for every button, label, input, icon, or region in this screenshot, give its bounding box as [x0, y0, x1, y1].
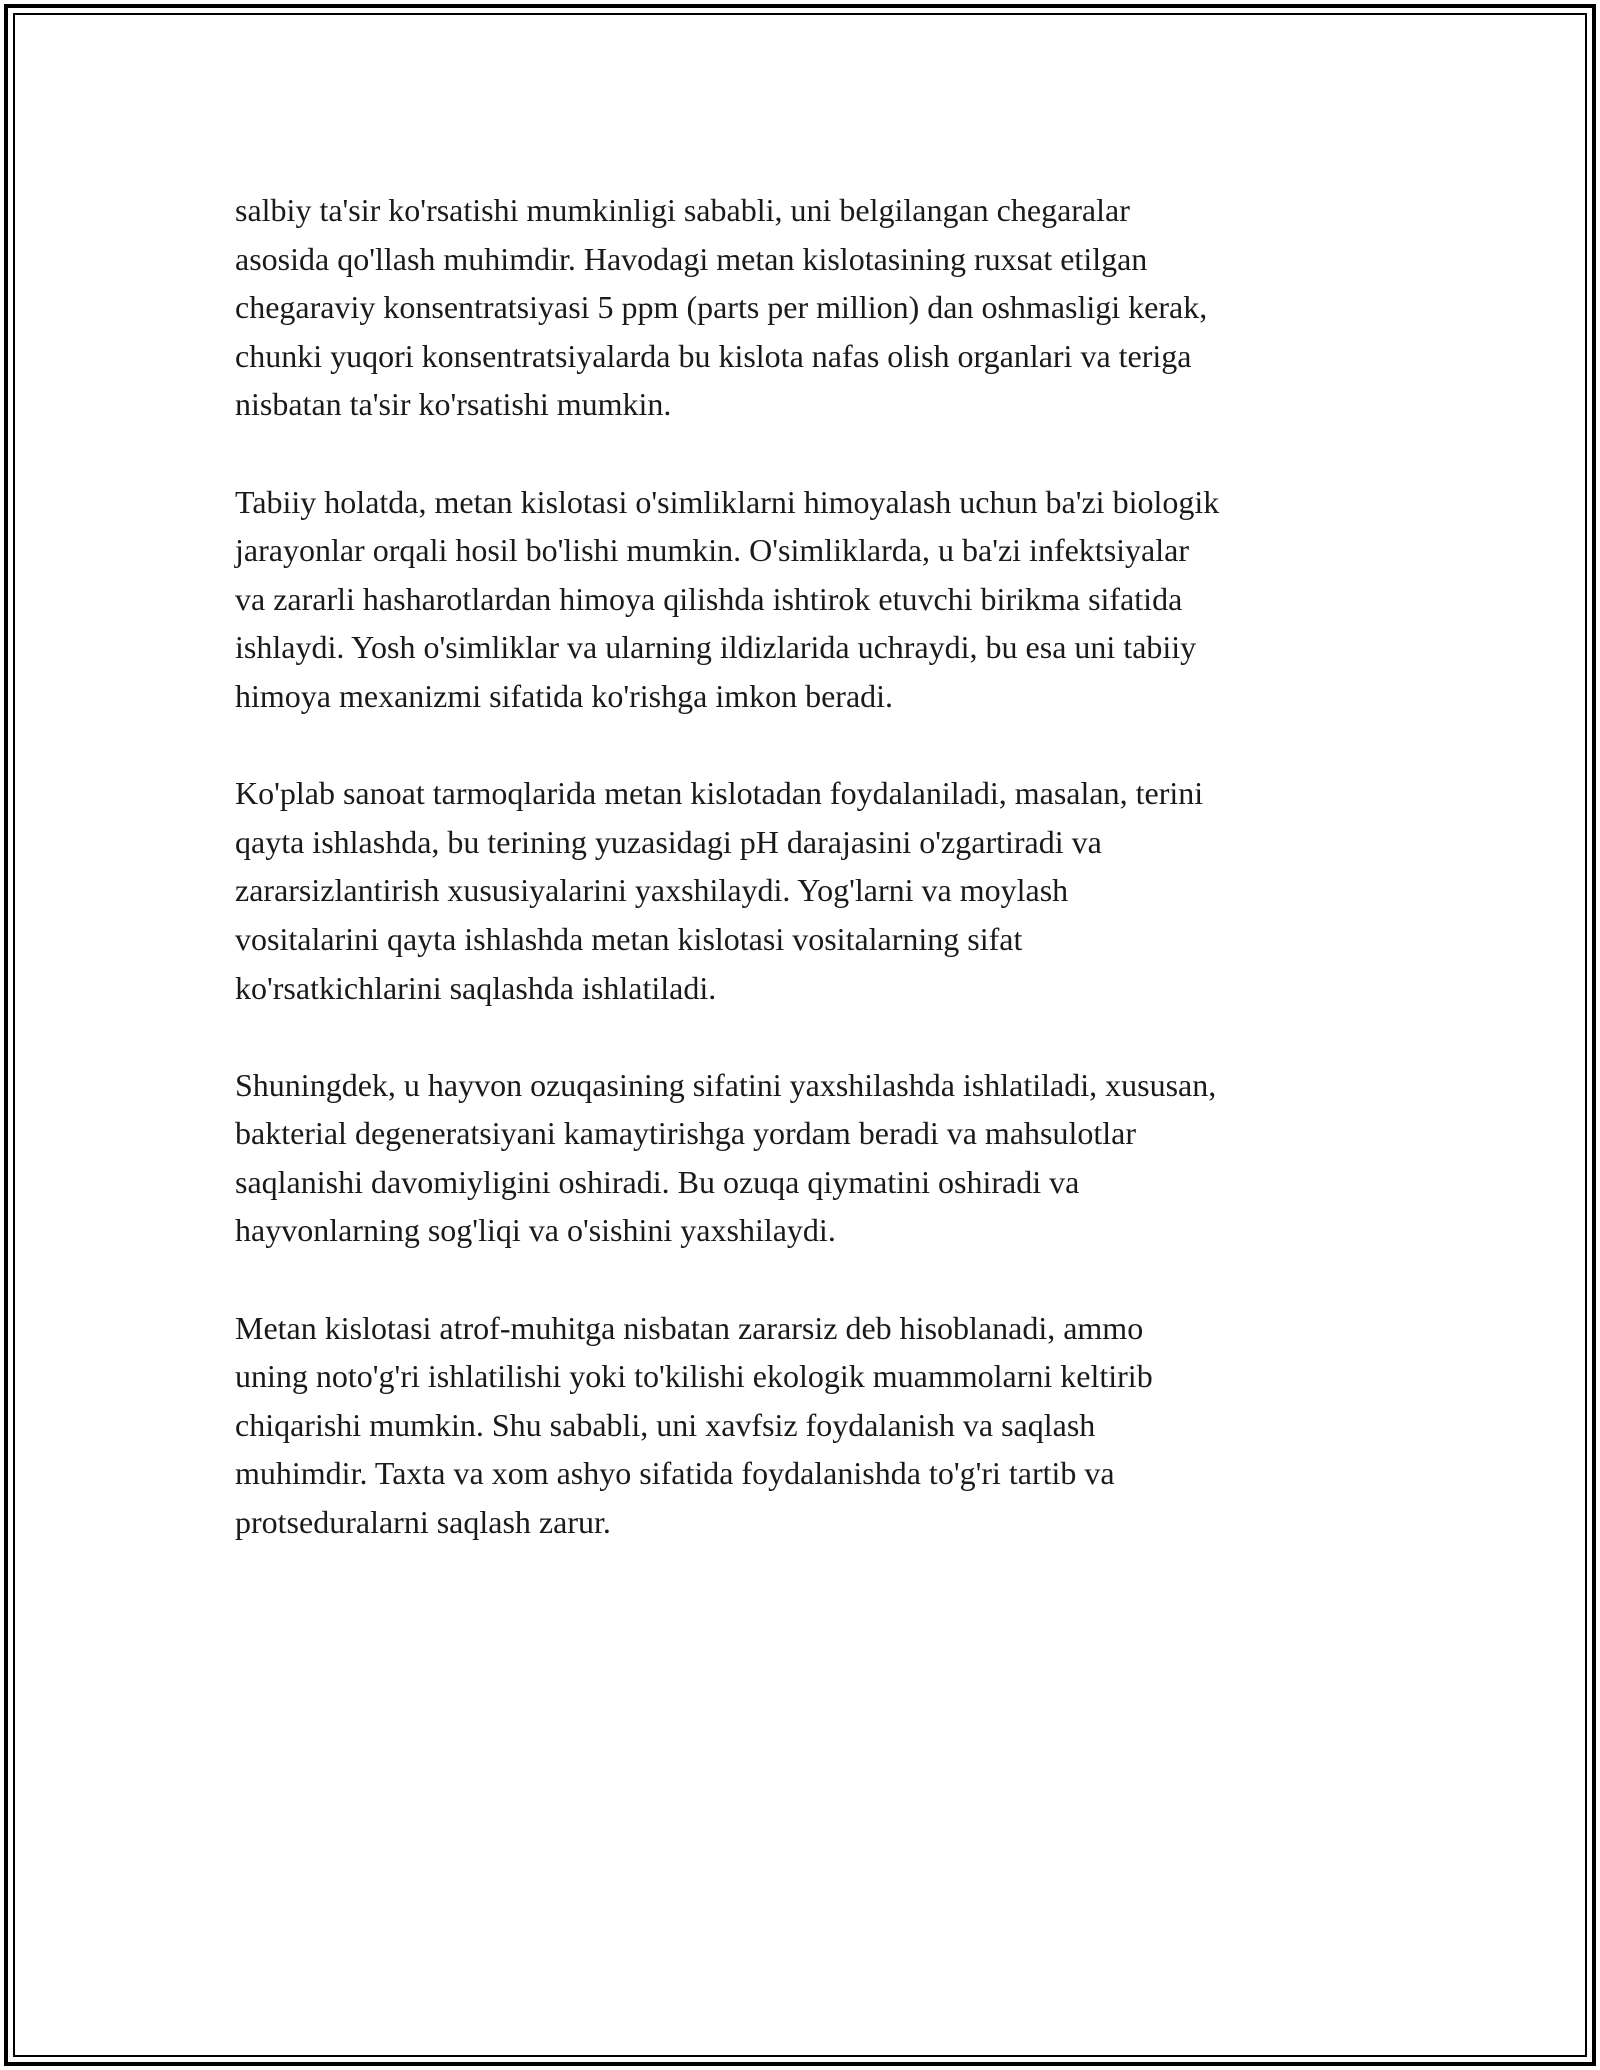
text-line: bakterial degeneratsiyani kamaytirishga yordam beradi va mahsulotlar — [235, 1115, 1136, 1152]
text-line: ishlaydi. Yosh o'simliklar va ularning ildizlarida uchraydi, bu esa uni tabiiy — [235, 629, 1197, 666]
document-body — [235, 186, 1365, 1595]
text-line: asosida qo'llash muhimdir. Havodagi metan kislotasining ruxsat etilgan — [235, 240, 1148, 277]
text-line: qayta ishlashda, bu terining yuzasidagi pH darajasini o'zgartiradi va — [235, 823, 1102, 860]
text-line: chegaraviy konsentratsiyasi 5 ppm (parts per million) dan oshmasligi kerak, — [235, 289, 1208, 326]
text-line: himoya mexanizmi sifatida ko'rishga imkon beradi. — [235, 677, 894, 714]
text-line: chiqarishi mumkin. Shu sababli, uni xavfsiz foydalanish va saqlash — [235, 1406, 1096, 1443]
text-line: zararsizlantirish xususiyalarini yaxshilaydi. Yog'larni va moylash — [235, 872, 1069, 909]
text-line: jarayonlar orqali hosil bo'lishi mumkin. O'simliklarda, u ba'zi infektsiyalar — [235, 532, 1189, 569]
paragraph-5 — [235, 1304, 1365, 1547]
text-line: salbiy ta'sir ko'rsatishi mumkinligi sababli, uni belgilangan chegaralar — [235, 192, 1130, 228]
paragraph-3 — [235, 769, 1365, 1012]
text-line: chunki yuqori konsentratsiyalarda bu kislota nafas olish organlari va teriga — [235, 337, 1192, 374]
text-line: uning noto'g'ri ishlatilishi yoki to'kilishi ekologik muammolarni keltirib — [235, 1358, 1153, 1395]
text-line: Ko'plab sanoat tarmoqlarida metan kislotadan foydalaniladi, masalan, terini — [235, 775, 1204, 812]
text-line: Shuningdek, u hayvon ozuqasining sifatini yaxshilashda ishlatiladi, xususan, — [235, 1066, 1217, 1103]
text-line: protseduralarni saqlash zarur. — [235, 1504, 611, 1541]
text-line: ko'rsatkichlarini saqlashda ishlatiladi. — [235, 969, 717, 1006]
paragraph-4 — [235, 1061, 1365, 1255]
text-line: Tabiiy holatda, metan kislotasi o'simliklarni himoyalash uchun ba'zi biologik — [235, 483, 1220, 520]
text-line: Metan kislotasi atrof-muhitga nisbatan zararsiz deb hisoblanadi, ammo — [235, 1309, 1144, 1346]
text-line: vositalarini qayta ishlashda metan kislotasi vositalarning sifat — [235, 920, 1023, 957]
text-line: muhimdir. Taxta va xom ashyo sifatida foydalanishda to'g'ri tartib va — [235, 1455, 1115, 1492]
text-line: va zararli hasharotlardan himoya qilishda ishtirok etuvchi birikma sifatida — [235, 580, 1183, 617]
text-line: hayvonlarning sog'liqi va o'sishini yaxshilaydi. — [235, 1212, 836, 1249]
text-line: nisbatan ta'sir ko'rsatishi mumkin. — [235, 386, 672, 423]
paragraph-2 — [235, 478, 1365, 721]
paragraph-1 — [235, 186, 1365, 429]
text-line: saqlanishi davomiyligini oshiradi. Bu ozuqa qiymatini oshiradi va — [235, 1163, 1080, 1200]
